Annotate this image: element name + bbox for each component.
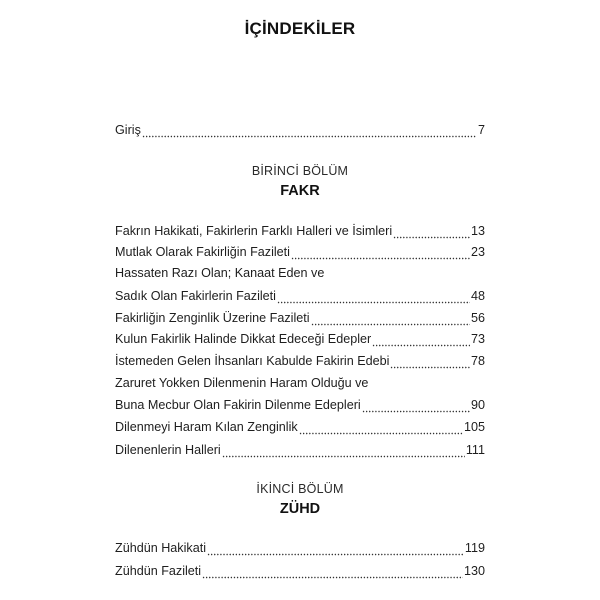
entry-label: Mutlak Olarak Fakirliğin Fazileti [115, 245, 290, 259]
part-title: FAKR [280, 183, 320, 199]
entry-page: 7 [477, 123, 485, 137]
entry-label: İstemeden Gelen İhsanları Kabulde Fakirin Edebi [115, 354, 390, 368]
entry-label: Zühdün Hakikati [115, 541, 207, 555]
entry-label: Fakrın Hakikati, Fakirlerin Farklı Halleri ve İsimleri [115, 224, 393, 238]
entry-page: 130 [463, 564, 485, 578]
entry-page: 13 [470, 224, 485, 238]
toc-entry [115, 374, 485, 392]
part-label: İKİNCİ BÖLÜM [256, 482, 344, 496]
toc-entry [115, 243, 485, 261]
toc-entry-intro [115, 121, 485, 139]
toc-entry [115, 222, 485, 240]
toc-entry [115, 309, 485, 327]
entry-page: 23 [470, 245, 485, 259]
entry-page: 73 [470, 332, 485, 346]
toc-entry [115, 441, 485, 459]
dot-leader [142, 121, 477, 139]
toc-entry [115, 352, 485, 370]
page-title: İÇİNDEKİLER [244, 19, 356, 38]
toc-entry [115, 287, 485, 305]
entry-label: Sadık Olan Fakirlerin Fazileti [115, 289, 276, 303]
entry-label: Hassaten Razı Olan; Kanaat Eden ve [115, 266, 325, 280]
entry-page: 119 [464, 541, 485, 555]
dot-leader [311, 309, 470, 327]
dot-leader [390, 352, 470, 370]
toc-entry [115, 264, 485, 282]
entry-label: Giriş [115, 123, 141, 137]
toc-entry [115, 330, 485, 348]
dot-leader [291, 243, 470, 261]
toc-entry [115, 418, 485, 436]
toc-entry [115, 539, 485, 557]
part-label: BİRİNCİ BÖLÜM [251, 164, 349, 178]
dot-leader [393, 222, 470, 240]
entry-page: 105 [463, 420, 485, 434]
dot-leader [299, 418, 463, 436]
dot-leader [222, 441, 465, 459]
entry-label: Kulun Fakirlik Halinde Dikkat Edeceği Edepler [115, 332, 372, 346]
toc-entry [115, 396, 485, 414]
toc-entry [115, 562, 485, 580]
entry-label: Fakirliğin Zenginlik Üzerine Fazileti [115, 311, 310, 325]
dot-leader [202, 562, 463, 580]
entry-label: Zaruret Yokken Dilenmenin Haram Olduğu ve [115, 376, 369, 390]
dot-leader [372, 330, 470, 348]
dot-leader [362, 396, 470, 414]
dot-leader [277, 287, 470, 305]
entry-page: 78 [470, 354, 485, 368]
entry-label: Dilenmeyi Haram Kılan Zenginlik [115, 420, 298, 434]
entry-label: Dilenenlerin Halleri [115, 443, 221, 457]
entry-label: Zühdün Fazileti [115, 564, 202, 578]
entry-page: 48 [470, 289, 485, 303]
entry-label: Buna Mecbur Olan Fakirin Dilenme Edepleri [115, 398, 361, 412]
part-title: ZÜHD [279, 501, 321, 517]
entry-page: 56 [470, 311, 485, 325]
dot-leader [207, 539, 464, 557]
entry-page: 90 [470, 398, 485, 412]
entry-page: 111 [465, 443, 485, 457]
